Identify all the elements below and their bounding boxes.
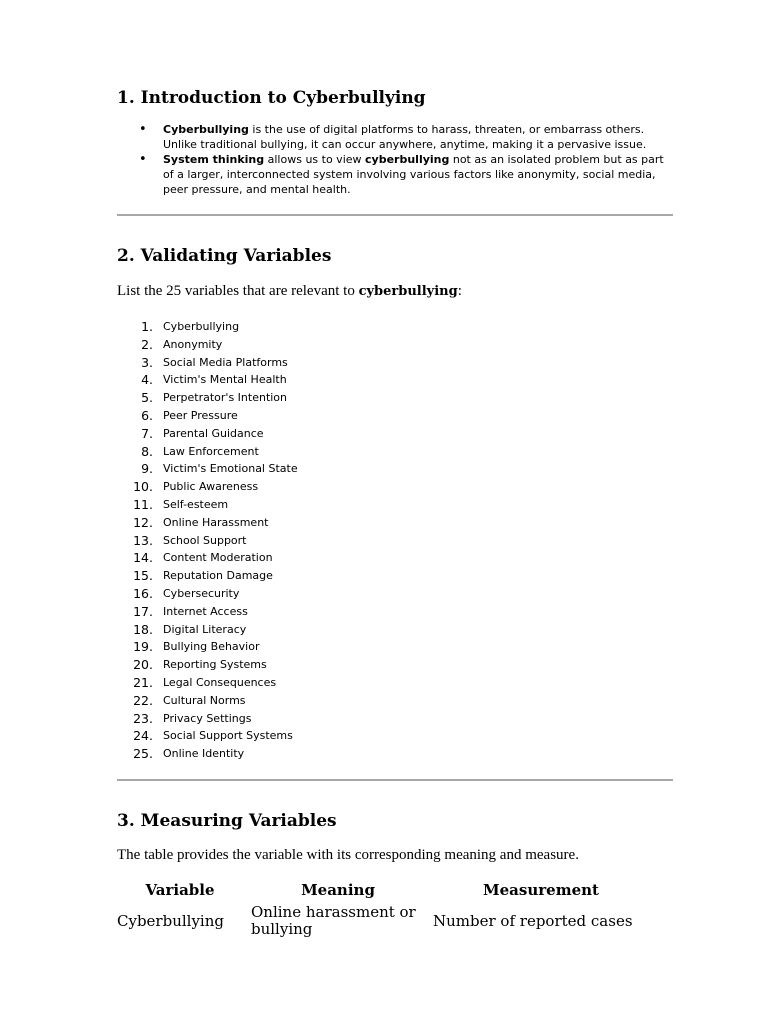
term-cyberbullying: cyberbullying (365, 153, 450, 166)
variable-name: Privacy Settings (163, 711, 252, 725)
variable-name: Peer Pressure (163, 408, 238, 422)
variable-name: Anonymity (163, 337, 223, 351)
bullet-text: not as an isolated problem but as part of a larger, interconnected system involving various factors like anonymity, social media, peer pressure, and mental health. (163, 153, 664, 196)
list-number: 17. (133, 603, 153, 619)
cell-variable: Cyberbullying (117, 911, 224, 930)
list-number: 5. (141, 390, 153, 406)
list-number: 14. (133, 550, 153, 566)
variable-name: Public Awareness (163, 480, 259, 494)
list-number: 6. (141, 407, 153, 423)
list-number: 2. (141, 336, 153, 352)
list-number: 12. (133, 514, 153, 530)
header-meaning: Meaning (301, 881, 375, 899)
list-number: 1. (141, 319, 153, 334)
list-number: 3. (141, 354, 153, 370)
list-number: 22. (133, 692, 153, 708)
intro-text: List the 25 variables that are relevant to (117, 283, 359, 299)
variable-name: Reputation Damage (163, 569, 273, 583)
cell-measurement: Number of reported cases (433, 911, 633, 930)
header-measurement: Measurement (483, 881, 599, 899)
variable-name: Perpetrator's Intention (163, 391, 288, 405)
header-variable: Variable (145, 881, 215, 899)
variables-intro (117, 283, 462, 300)
variable-name: Reporting Systems (163, 658, 267, 672)
list-number: 25. (133, 746, 153, 762)
table-intro: The table provides the variable with its corresponding meaning and measure. (117, 847, 579, 863)
variable-name: Legal Consequences (163, 675, 277, 689)
intro-bullet-list (117, 122, 673, 197)
list-number: 23. (133, 710, 153, 726)
term-cyberbullying: Cyberbullying (163, 123, 249, 136)
variable-name: Victim's Mental Health (163, 373, 287, 387)
section-1-heading: 1. Introduction to Cyberbullying (117, 88, 426, 108)
section-2-heading: 2. Validating Variables (117, 246, 332, 266)
list-number: 11. (133, 496, 153, 512)
list-number: 15. (133, 568, 153, 584)
variable-name: Bullying Behavior (163, 640, 260, 654)
variable-name: Digital Literacy (163, 622, 247, 636)
section-divider (117, 214, 673, 216)
bullet-text: allows us to view (264, 153, 366, 166)
list-number: 21. (133, 674, 153, 690)
bullet-system-thinking (117, 152, 673, 197)
list-number: 18. (133, 621, 153, 637)
table-row (113, 902, 653, 940)
table-header-row (113, 878, 653, 902)
list-number: 9. (141, 461, 153, 477)
variable-name: Online Identity (163, 747, 245, 761)
variable-name: Internet Access (163, 604, 248, 618)
bullet-text: is the use of digital platforms to harass, threaten, or embarrass others. Unlike traditional bullying, it can occur anywhere, anytime, making it a pervasive issue. (163, 123, 647, 151)
variable-name: Online Harassment (163, 515, 269, 529)
variable-name: Self-esteem (163, 497, 229, 511)
section-3-heading: 3. Measuring Variables (117, 811, 337, 831)
list-number: 24. (133, 728, 153, 744)
variable-name: Social Support Systems (163, 729, 293, 743)
term-system-thinking: System thinking (163, 153, 265, 166)
variable-name: Victim's Emotional State (163, 462, 298, 476)
bullet-cyberbullying (117, 122, 673, 152)
variable-name: Cultural Norms (163, 693, 246, 707)
list-number: 16. (133, 585, 153, 601)
intro-suffix: : (457, 283, 462, 299)
variable-name: Social Media Platforms (163, 355, 288, 369)
list-number: 10. (133, 479, 153, 495)
variable-name: Parental Guidance (163, 426, 264, 440)
variable-name: School Support (163, 533, 247, 547)
list-number: 8. (141, 443, 153, 459)
intro-term: cyberbullying (358, 284, 458, 299)
section-divider (117, 779, 673, 781)
variable-name: Cybersecurity (163, 586, 240, 600)
variable-name: Content Moderation (163, 551, 273, 565)
variable-name: Law Enforcement (163, 444, 259, 458)
list-number: 13. (133, 532, 153, 548)
list-number: 19. (133, 639, 153, 655)
cell-meaning: Online harassment or bullying (251, 903, 416, 938)
list-number: 20. (133, 657, 153, 673)
variable-name: Cyberbullying (163, 320, 240, 333)
list-number: 7. (141, 425, 153, 441)
variables-table (113, 878, 653, 940)
list-number: 4. (141, 372, 153, 388)
